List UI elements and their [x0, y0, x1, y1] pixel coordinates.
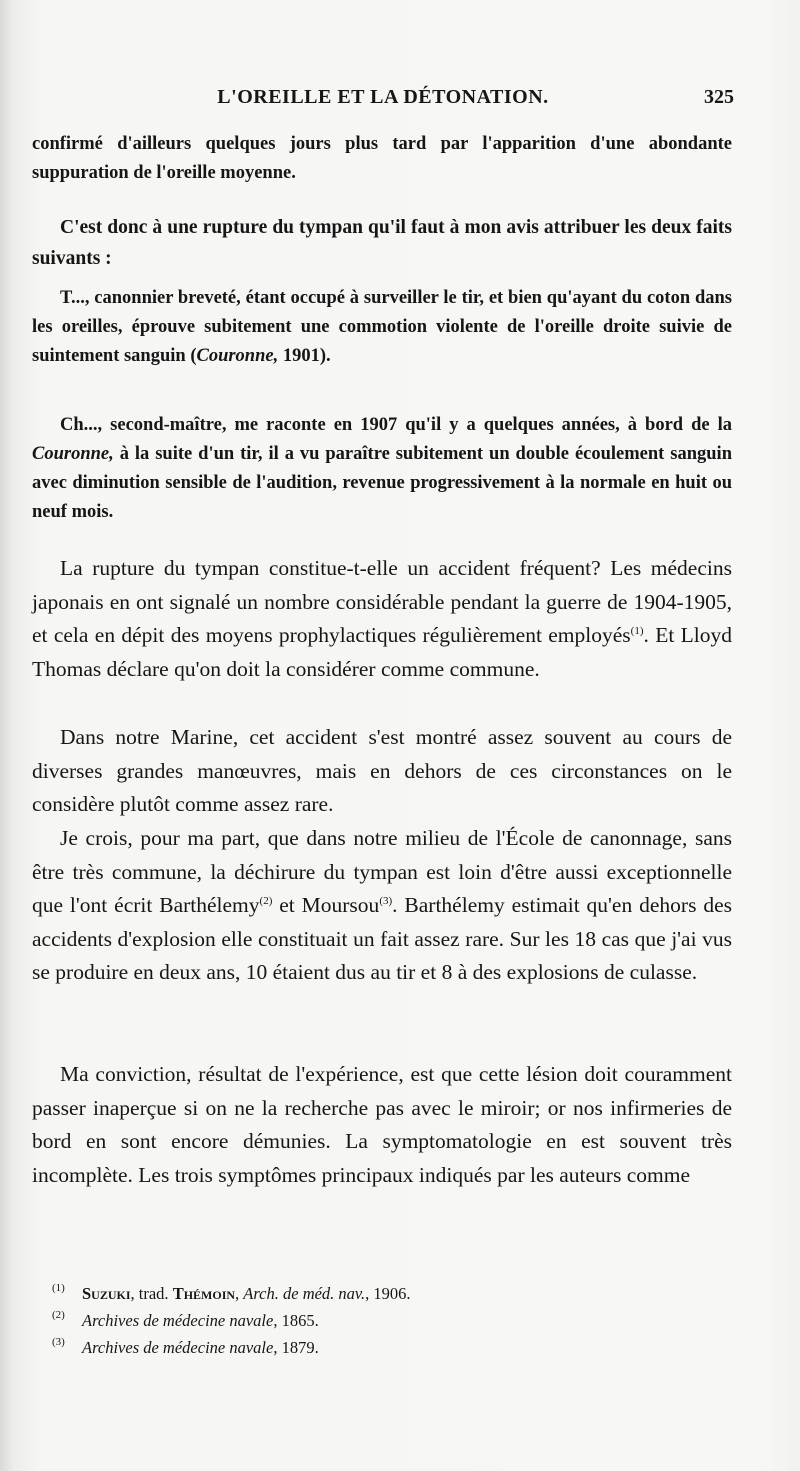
footnote-journal: Archives de médecine navale — [82, 1311, 274, 1330]
footnote-ref[interactable]: (3) — [379, 895, 393, 907]
paragraph-continuation — [32, 130, 732, 188]
footnote-ref[interactable]: (2) — [259, 895, 273, 907]
running-header — [32, 86, 734, 116]
footnote-journal: Arch. de méd. nav. — [243, 1284, 366, 1303]
footnote-translator: Thémoin — [172, 1284, 236, 1303]
footnote-text: Archives de médecine navale, 1865. — [82, 1311, 319, 1330]
running-title: L'OREILLE ET LA DÉTONATION. — [217, 86, 549, 108]
paragraph-text: confirmé d'ailleurs quelques jours plus tard par l'apparition d'une abondante suppuration de l'oreille moyenne. — [32, 134, 732, 183]
paragraph-text: T..., canonnier breveté, étant occupé à surveiller le tir, et bien qu'ayant du coton dans les oreilles, éprouve subitement une commotion violente de l'oreille droite suivie de suintement sanguin ( — [32, 288, 732, 366]
footnote-author: Suzuki — [82, 1284, 131, 1303]
footnote-mark: (3) — [52, 1336, 65, 1348]
footnote-mark: (2) — [52, 1309, 65, 1321]
paragraph-text: . Et Lloyd Thomas déclare qu'on doit la considérer comme commune. — [32, 623, 732, 681]
footnote-1 — [52, 1280, 732, 1307]
footnote-journal: Archives de médecine navale — [82, 1338, 274, 1357]
paragraph-text: Je crois, pour ma part, que dans notre milieu de l'École de canonnage, sans être très commune, la déchirure du tympan est loin d'être aussi exceptionnelle que l'ont écrit Barthélemy — [32, 826, 732, 917]
paragraph-text: C'est donc à une rupture du tympan qu'il faut à mon avis attribuer les deux faits suivants : — [32, 217, 732, 269]
paragraph-text: La rupture du tympan constitue-t-elle un accident fréquent? Les médecins japonais en ont signalé un nombre considérable pendant la guerre de 1904-1905, et cela en dépit des moyens prophylactiques régulièrement employés — [32, 556, 732, 647]
footnotes — [52, 1280, 732, 1361]
paragraph-text: et Moursou — [272, 893, 380, 917]
italic-ship-name: Couronne, — [32, 444, 114, 464]
paragraph-school — [32, 822, 732, 990]
paragraph-text: Ch..., second-maître, me raconte en 1907 qu'il y a quelques années, à bord de la — [60, 415, 732, 435]
footnote-text: Archives de médecine navale, 1879. — [82, 1338, 319, 1357]
paragraph-frequency — [32, 552, 732, 686]
italic-ship-name: Couronne, — [196, 346, 279, 366]
footnote-2 — [52, 1307, 732, 1334]
page-number: 325 — [704, 86, 734, 108]
paragraph-text: Ma conviction, résultat de l'expérience, est que cette lésion doit couramment passer inaperçue si on ne la recherche pas avec le miroir; or nos infirmeries de bord en sont encore démunies. La symptomatologie en est souvent très incomplète. Les trois symptômes principaux indiqués par les auteurs comme — [32, 1062, 732, 1187]
paragraph-case-2 — [32, 411, 732, 527]
paragraph-conviction — [32, 1058, 732, 1192]
paragraph-text: à la suite d'un tir, il a vu paraître subitement un double écoulement sanguin avec diminution sensible de l'audition, revenue progressivement à la normale en huit ou neuf mois. — [32, 444, 732, 522]
footnote-3 — [52, 1334, 732, 1361]
footnote-mark: (1) — [52, 1282, 65, 1294]
paragraph-text: . Barthélemy estimait qu'en dehors des accidents d'explosion elle constituait un fait assez rare. Sur les 18 cas que j'ai vus se produire en deux ans, 10 étaient dus au tir et 8 à des explosions de culasse. — [32, 893, 732, 984]
footnote-text: Suzuki, trad. Thémoin, Arch. de méd. nav., 1906. — [82, 1284, 411, 1303]
paragraph-navy — [32, 721, 732, 822]
paragraph-case-1 — [32, 284, 732, 371]
paragraph-text: Dans notre Marine, cet accident s'est montré assez souvent au cours de diverses grandes manœuvres, mais en dehors de ces circonstances on le considère plutôt comme assez rare. — [32, 725, 732, 816]
footnote-ref[interactable]: (1) — [630, 625, 644, 637]
paragraph-text: 1901). — [278, 346, 331, 366]
paragraph-intro — [32, 212, 732, 274]
